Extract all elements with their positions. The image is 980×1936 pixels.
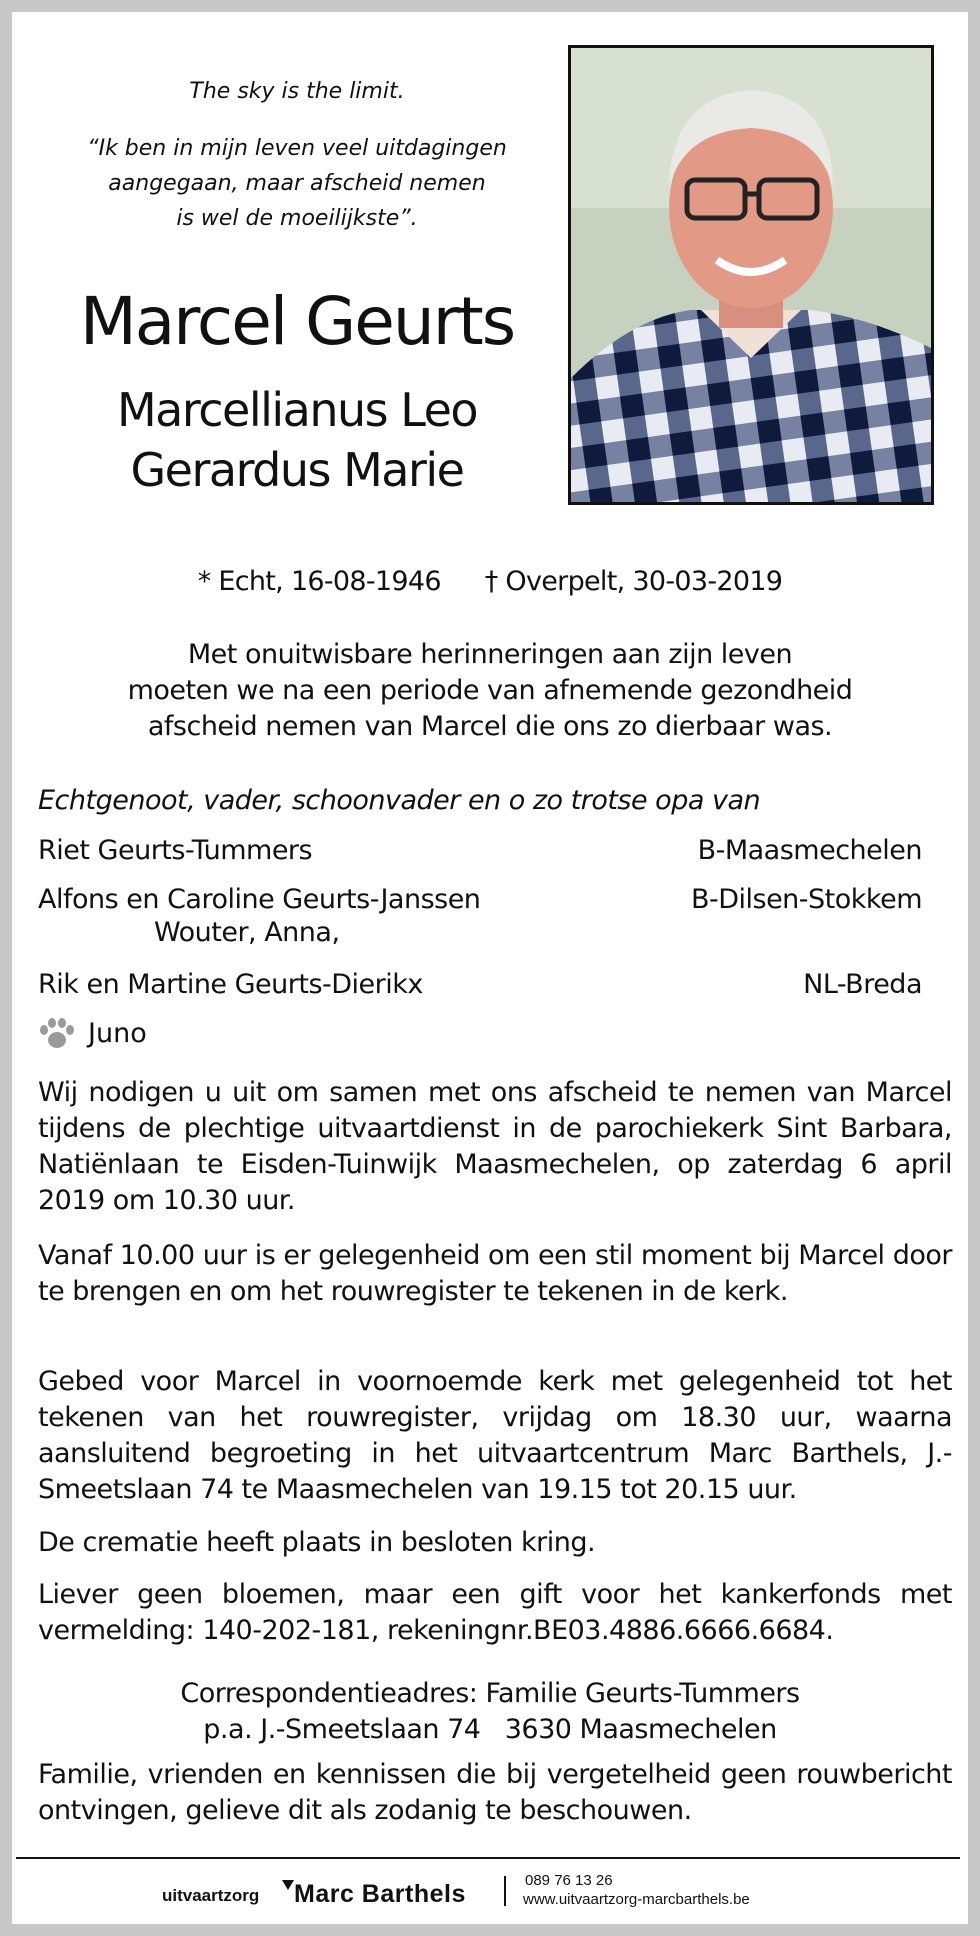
obituary-card	[12, 12, 968, 1924]
quote-line: “Ik ben in mijn leven veel uitdagingen	[87, 136, 507, 161]
relative-row	[38, 884, 922, 915]
relative-name: Rik en Martine Geurts-Dierikx	[38, 969, 423, 1000]
relative-place: B-Maasmechelen	[697, 835, 922, 866]
grandchildren: Wouter, Anna,	[154, 917, 340, 948]
pet-name: Juno	[88, 1017, 147, 1049]
intro-line: afscheid nemen van Marcel die ons zo dierbaar was.	[147, 711, 833, 742]
birth-date: * Echt, 16-08-1946	[197, 566, 441, 597]
motto: The sky is the limit.	[189, 79, 405, 104]
closing-paragraph: Familie, vrienden en kennissen die bij vergetelheid geen rouwbericht ontvingen, gelieve dit als zodanig te beschouwen.	[38, 1759, 952, 1826]
correspondence-line: Correspondentieadres: Familie Geurts-Tummers	[180, 1678, 800, 1709]
quote-line: is wel de moeilijkste”.	[176, 206, 418, 231]
relative-name: Alfons en Caroline Geurts-Janssen	[38, 884, 481, 915]
footer	[12, 1864, 968, 1914]
footer-separator	[504, 1876, 506, 1906]
intro-line: moeten we na een periode van afnemende gezondheid	[127, 675, 853, 706]
given-names	[52, 380, 542, 500]
relative-place: NL-Breda	[803, 969, 922, 1000]
visitation-paragraph: Vanaf 10.00 uur is er gelegenheid om een stil moment bij Marcel door te brengen en om het rouwregister te tekenen in de kerk.	[38, 1240, 952, 1307]
portrait-photo	[568, 45, 934, 505]
prayer-paragraph: Gebed voor Marcel in voornoemde kerk met gelegenheid tot het tekenen van het rouwregister, vrijdag om 18.30 uur, waarna aansluitend begroeting in het uitvaartcentrum Marc Barthels, J.-Smeetslaan 74 te Maasmechelen van 19.15 tot 20.15 uur.	[38, 1366, 952, 1505]
correspondence-line: p.a. J.-Smeetslaan 74 3630 Maasmechelen	[203, 1714, 777, 1745]
intro-line: Met onuitwisbare herinneringen aan zijn leven	[187, 639, 793, 670]
footer-prefix: uitvaartzorg	[162, 1886, 260, 1905]
triangle-down-icon	[282, 1880, 294, 1890]
paw-icon	[38, 1016, 76, 1050]
footer-brand: Marc Barthels	[294, 1880, 466, 1908]
correspondence-address	[12, 1676, 968, 1748]
donation-paragraph: Liever geen bloemen, maar een gift voor het kankerfonds met vermelding: 140-202-181, rekeningnr.BE03.4886.6666.6684.	[38, 1579, 952, 1646]
given-names-line: Gerardus Marie	[130, 443, 464, 497]
relative-name: Riet Geurts-Tummers	[38, 835, 313, 866]
footer-website: www.uitvaartzorg-marcbarthels.be	[523, 1891, 750, 1908]
birth-death-dates	[12, 566, 968, 597]
footer-phone: 089 76 13 26	[525, 1872, 613, 1889]
cremation-paragraph: De crematie heeft plaats in besloten kring.	[38, 1527, 596, 1558]
intro-text	[52, 637, 928, 745]
relative-row	[38, 969, 922, 1000]
footer-divider	[16, 1857, 960, 1859]
death-date: † Overpelt, 30-03-2019	[484, 566, 783, 597]
quote-block	[52, 74, 542, 236]
relative-place: B-Dilsen-Stokkem	[690, 884, 922, 915]
ceremony-paragraph: Wij nodigen u uit om samen met ons afscheid te nemen van Marcel tijdens de plechtige uitvaartdienst in de parochiekerk Sint Barbara, Natiënlaan te Eisden-Tuinwijk Maasmechelen, op zaterdag 6 april 2019 om 10.30 uur.	[38, 1077, 952, 1216]
pet-row	[38, 1016, 147, 1050]
relative-row	[38, 835, 922, 866]
quote-line: aangegaan, maar afscheid nemen	[108, 171, 486, 196]
relatives-heading: Echtgenoot, vader, schoonvader en o zo trotse opa van	[38, 785, 761, 816]
given-names-line: Marcellianus Leo	[116, 383, 478, 437]
deceased-name: Marcel Geurts	[79, 283, 515, 360]
